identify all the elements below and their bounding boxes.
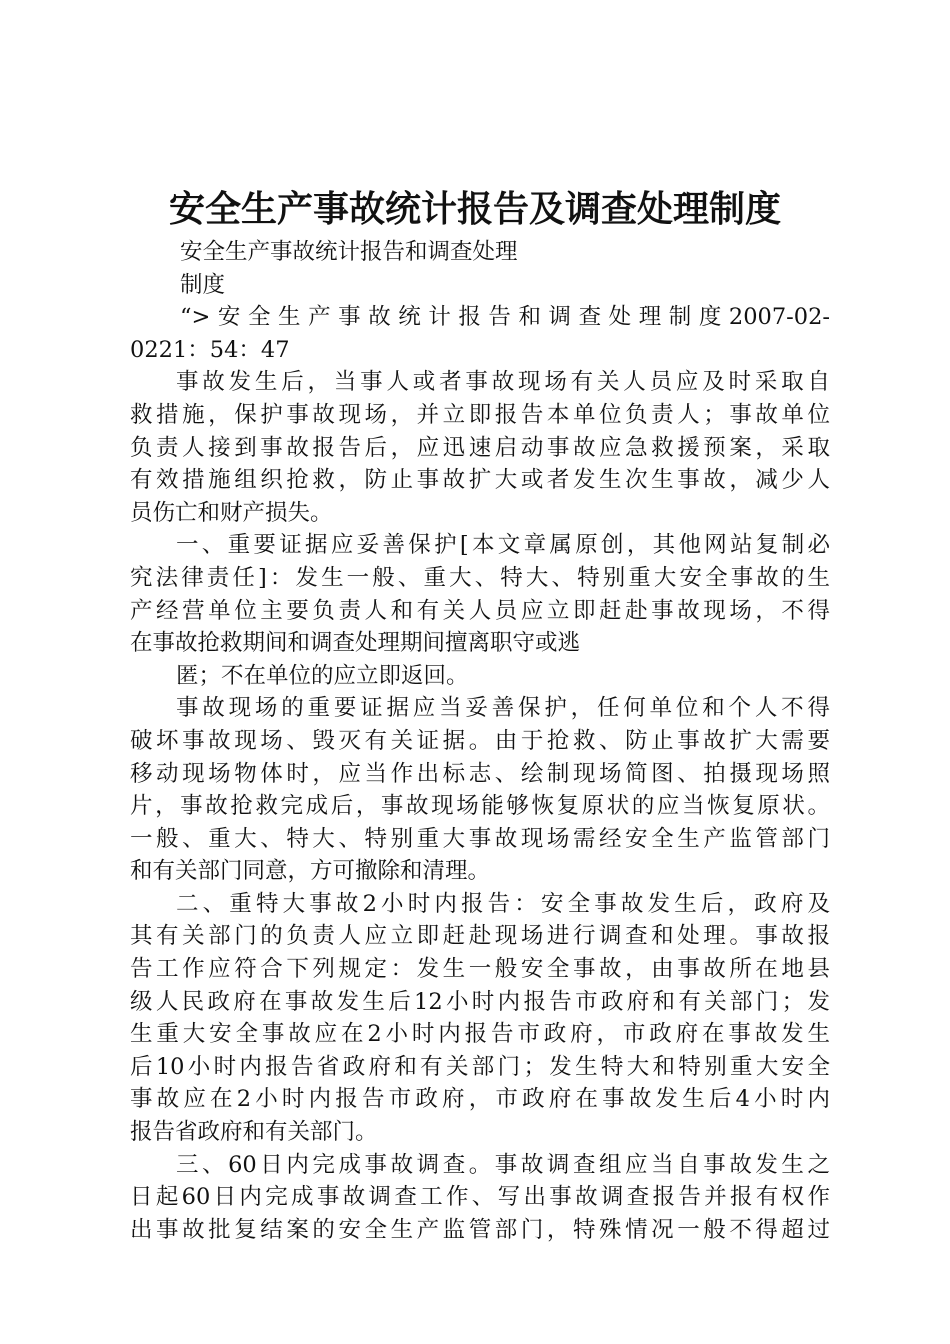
paragraph-line: 和有关部门同意，方可撤除和清理。 (130, 858, 491, 885)
paragraph-line: 日起60日内完成事故调查工作、写出事故调查报告并报有权作 (130, 1184, 830, 1211)
paragraph-line: 二、重特大事故2小时内报告：安全事故发生后，政府及 (176, 890, 830, 917)
paragraph-line: 后10小时内报告省政府和有关部门；发生特大和特别重大安全 (130, 1053, 830, 1080)
paragraph-line: 事故发生后，当事人或者事故现场有关人员应及时采取自 (176, 369, 830, 396)
paragraph-line: 负责人接到事故报告后，应迅速启动事故应急救援预案，采取 (130, 434, 830, 461)
paragraph-line: 移动现场物体时，应当作出标志、绘制现场简图、拍摄现场照 (130, 760, 830, 787)
paragraph-line: 有效措施组织抢救，防止事故扩大或者发生次生事故，减少人 (130, 467, 830, 494)
paragraph-line: 出事故批复结案的安全生产监管部门，特殊情况一般不得超过 (130, 1216, 830, 1243)
paragraph-line: 告工作应符合下列规定：发生一般安全事故，由事故所在地县 (130, 956, 830, 983)
subtitle-line: 安全生产事故统计报告和调查处理 (180, 239, 518, 265)
source-line: “>安全生产事故统计报告和调查处理制度2007-02- (180, 304, 830, 331)
subtitle-line: 制度 (180, 271, 226, 298)
document-body (130, 236, 830, 1246)
paragraph-line: 究法律责任]：发生一般、重大、特大、特别重大安全事故的生 (130, 564, 830, 591)
paragraph-line: 片，事故抢救完成后，事故现场能够恢复原状的应当恢复原状。 (130, 793, 830, 820)
paragraph-line: 三、60日内完成事故调查。事故调查组应当自事故发生之 (176, 1151, 830, 1178)
paragraph-line: 一、重要证据应妥善保护[本文章属原创，其他网站复制必 (176, 532, 830, 559)
paragraph-line: 匿；不在单位的应立即返回。 (176, 662, 469, 689)
timestamp-line: 0221：54：47 (130, 336, 290, 363)
paragraph-line: 其有关部门的负责人应立即赶赴现场进行调查和处理。事故报 (130, 923, 830, 950)
paragraph-line: 事故应在2小时内报告市政府，市政府在事故发生后4小时内 (130, 1086, 830, 1113)
paragraph-line: 救措施，保护事故现场，并立即报告本单位负责人；事故单位 (130, 401, 830, 428)
paragraph-line: 一般、重大、特大、特别重大事故现场需经安全生产监管部门 (130, 825, 830, 852)
paragraph-line: 级人民政府在事故发生后12小时内报告市政府和有关部门；发 (130, 988, 830, 1015)
paragraph-line: 破坏事故现场、毁灭有关证据。由于抢救、防止事故扩大需要 (130, 727, 830, 754)
paragraph-line: 员伤亡和财产损失。 (130, 499, 333, 526)
paragraph-line: 在事故抢救期间和调查处理期间擅离职守或逃 (130, 630, 581, 657)
document-title: 安全生产事故统计报告及调查处理制度 (168, 188, 781, 230)
paragraph-line: 事故现场的重要证据应当妥善保护，任何单位和个人不得 (176, 695, 830, 722)
paragraph-line: 报告省政府和有关部门。 (130, 1119, 378, 1146)
paragraph-line: 生重大安全事故应在2小时内报告市政府，市政府在事故发生 (130, 1021, 830, 1048)
paragraph-line: 产经营单位主要负责人和有关人员应立即赶赴事故现场，不得 (130, 597, 830, 624)
